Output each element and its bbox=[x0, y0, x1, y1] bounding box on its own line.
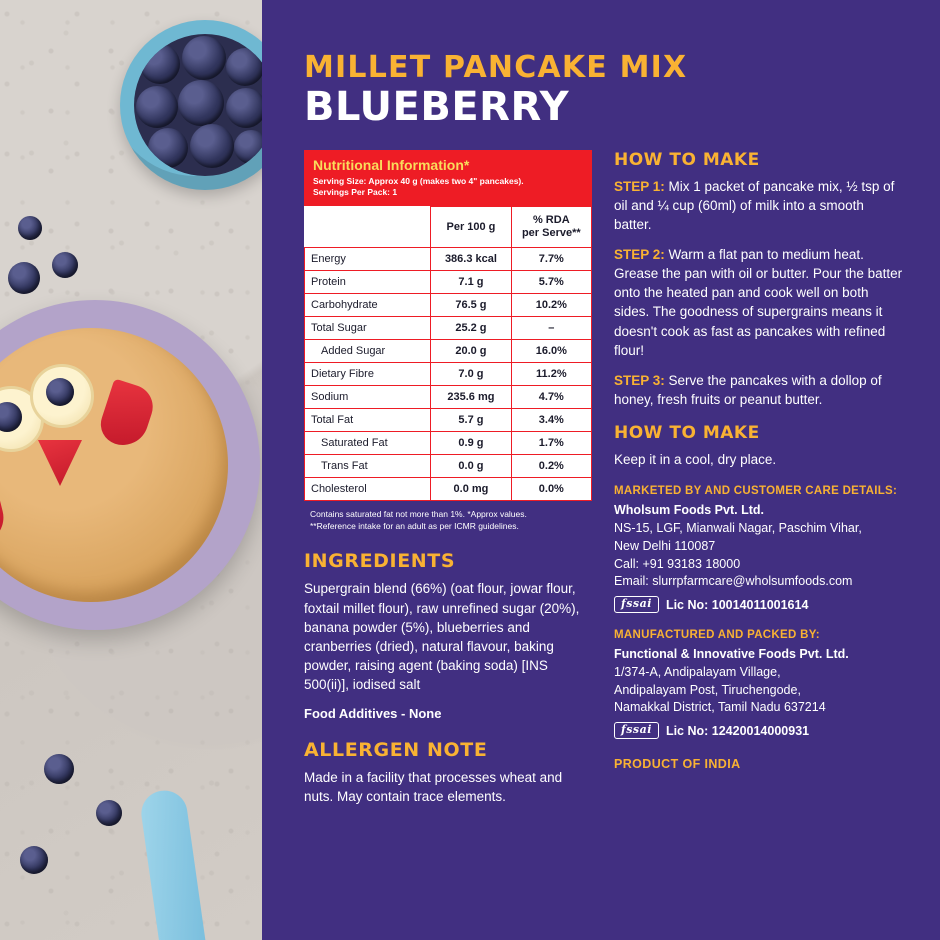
marketed-by-block bbox=[614, 502, 904, 591]
nutrient-name: Trans Fat bbox=[305, 454, 431, 477]
nutrition-table bbox=[304, 206, 592, 500]
manufactured-by-address-2: Andipalayam Post, Tiruchengode, bbox=[614, 682, 801, 697]
nutrient-value: 0.0 g bbox=[431, 454, 511, 477]
table-row bbox=[305, 247, 592, 270]
marketed-by-company: Wholsum Foods Pvt. Ltd. bbox=[614, 503, 764, 518]
manufactured-by-address-1: 1/374-A, Andipalayam Village, bbox=[614, 664, 781, 679]
nutrient-rda: 0.2% bbox=[511, 454, 591, 477]
rda-header-line1: % RDA bbox=[532, 214, 570, 227]
allergen-text: Made in a facility that processes wheat and nuts. May contain trace elements. bbox=[304, 770, 563, 805]
table-row bbox=[305, 362, 592, 385]
bowl-interior bbox=[134, 34, 262, 176]
table-row bbox=[305, 408, 592, 431]
product-variant: BLUEBERRY bbox=[304, 83, 570, 130]
manufactured-fssai-row bbox=[614, 722, 904, 739]
product-origin: PRODUCT OF INDIA bbox=[614, 757, 741, 772]
step-2-label: STEP 2: bbox=[614, 246, 665, 262]
ingredients-text: Supergrain blend (66%) (oat flour, jowar flour, foxtail millet flour), raw unrefined sugar (20%), banana powder (5%), blueberries and cranberries (dried), natural flavour, baking powder, raising agent (baking soda) [INS 500(ii)], iodised salt bbox=[304, 581, 580, 693]
nutrient-rda: 5.7% bbox=[511, 270, 591, 293]
serving-size: Serving Size: Approx 40 g (makes two 4" pancakes). bbox=[313, 175, 524, 186]
marketed-by-address-1: NS-15, LGF, Mianwali Nagar, Paschim Vihar, bbox=[614, 521, 862, 536]
marketed-by-address-2: New Delhi 110087 bbox=[614, 538, 716, 553]
nutrient-value: 0.9 g bbox=[431, 431, 511, 454]
right-column bbox=[614, 150, 904, 807]
table-row bbox=[305, 431, 592, 454]
label-content bbox=[262, 0, 940, 940]
nutrient-value: 0.0 mg bbox=[431, 477, 511, 500]
table-row bbox=[305, 385, 592, 408]
table-row bbox=[305, 339, 592, 362]
nutrient-value: 7.1 g bbox=[431, 270, 511, 293]
table-row bbox=[305, 454, 592, 477]
pancake bbox=[0, 328, 228, 602]
step-2 bbox=[614, 245, 904, 360]
marketed-fssai-row bbox=[614, 596, 904, 613]
per-100g-header: Per 100 g bbox=[431, 207, 511, 247]
nutrient-rda: 7.7% bbox=[511, 247, 591, 270]
nutrient-value: 5.7 g bbox=[431, 408, 511, 431]
nutrient-name: Sodium bbox=[305, 385, 431, 408]
nutrient-value: 386.3 kcal bbox=[431, 247, 511, 270]
marketed-license-number: Lic No: 10014011001614 bbox=[665, 597, 809, 612]
nutrient-rda: 10.2% bbox=[511, 293, 591, 316]
manufactured-by-company: Functional & Innovative Foods Pvt. Ltd. bbox=[614, 647, 849, 662]
left-column bbox=[304, 150, 592, 807]
nutrition-header bbox=[304, 150, 592, 207]
step-1 bbox=[614, 177, 904, 234]
nutrient-name: Total Sugar bbox=[305, 316, 431, 339]
step-3 bbox=[614, 371, 904, 409]
storage-title: HOW TO MAKE bbox=[614, 423, 760, 444]
nutrition-heading: Nutritional Information* bbox=[313, 156, 470, 173]
manufactured-license-number: Lic No: 12420014000931 bbox=[665, 723, 810, 738]
nutrient-name: Added Sugar bbox=[305, 339, 431, 362]
servings-per-pack: Servings Per Pack: 1 bbox=[313, 186, 398, 197]
nutrient-name: Saturated Fat bbox=[305, 431, 431, 454]
product-photo bbox=[0, 0, 262, 940]
table-row bbox=[305, 293, 592, 316]
two-column-layout bbox=[304, 150, 904, 807]
nutrient-value: 20.0 g bbox=[431, 339, 511, 362]
nutrient-value: 25.2 g bbox=[431, 316, 511, 339]
step-1-text: Mix 1 packet of pancake mix, ½ tsp of oil and ¼ cup (60ml) of milk into a smooth batter. bbox=[614, 178, 895, 232]
nutrient-column-header bbox=[305, 207, 431, 247]
table-row bbox=[305, 270, 592, 293]
nutrient-rda: 4.7% bbox=[511, 385, 591, 408]
food-additives: Food Additives - None bbox=[304, 706, 442, 722]
manufactured-by-block bbox=[614, 646, 904, 717]
nutrient-name: Total Fat bbox=[305, 408, 431, 431]
nutrient-name: Carbohydrate bbox=[305, 293, 431, 316]
step-1-label: STEP 1: bbox=[614, 178, 665, 194]
nutrient-rda: 16.0% bbox=[511, 339, 591, 362]
nutrient-rda: 1.7% bbox=[511, 431, 591, 454]
storage-text: Keep it in a cool, dry place. bbox=[614, 452, 777, 468]
nutrient-rda: 11.2% bbox=[511, 362, 591, 385]
table-row bbox=[305, 477, 592, 500]
customer-care-email[interactable]: Email: slurrpfarmcare@wholsumfoods.com bbox=[614, 574, 853, 589]
product-title: MILLET PANCAKE MIX bbox=[304, 50, 688, 85]
nutrient-rda: 0.0% bbox=[511, 477, 591, 500]
manufactured-by-title: MANUFACTURED AND PACKED BY: bbox=[614, 629, 820, 642]
footnote-1: Contains saturated fat not more than 1%. *Approx values. bbox=[310, 508, 527, 519]
table-header-row bbox=[305, 207, 592, 247]
nutrient-rda: – bbox=[511, 316, 591, 339]
step-2-text: Warm a flat pan to medium heat. Grease the pan with oil or butter. Pour the batter onto the heated pan and cook well on both sides. The goodness of supergrains means it doesn't cook as fast as pancakes with refined flour! bbox=[614, 246, 903, 358]
nutrient-name: Energy bbox=[305, 247, 431, 270]
nutrient-name: Dietary Fibre bbox=[305, 362, 431, 385]
rda-header bbox=[511, 207, 591, 247]
fssai-logo-icon: fssai bbox=[614, 596, 659, 613]
nutrient-value: 7.0 g bbox=[431, 362, 511, 385]
nutrient-name: Cholesterol bbox=[305, 477, 431, 500]
nutrient-value: 235.6 mg bbox=[431, 385, 511, 408]
how-to-make-title: HOW TO MAKE bbox=[614, 149, 760, 170]
step-3-label: STEP 3: bbox=[614, 372, 665, 388]
nutrient-rda: 3.4% bbox=[511, 408, 591, 431]
nutrition-footnotes bbox=[304, 508, 592, 533]
rda-header-line2: per Serve** bbox=[521, 227, 581, 240]
allergen-title: ALLERGEN NOTE bbox=[304, 739, 488, 762]
fssai-logo-icon: fssai bbox=[614, 722, 659, 739]
customer-care-phone[interactable]: Call: +91 93183 18000 bbox=[614, 556, 741, 571]
step-3-text: Serve the pancakes with a dollop of honey, fresh fruits or peanut butter. bbox=[614, 372, 882, 408]
ingredients-title: INGREDIENTS bbox=[304, 550, 456, 573]
table-row bbox=[305, 316, 592, 339]
marketed-by-title: MARKETED BY AND CUSTOMER CARE DETAILS: bbox=[614, 485, 898, 498]
nutrient-name: Protein bbox=[305, 270, 431, 293]
manufactured-by-address-3: Namakkal District, Tamil Nadu 637214 bbox=[614, 700, 826, 715]
footnote-2: **Reference intake for an adult as per ICMR guidelines. bbox=[310, 521, 519, 532]
nutrient-value: 76.5 g bbox=[431, 293, 511, 316]
